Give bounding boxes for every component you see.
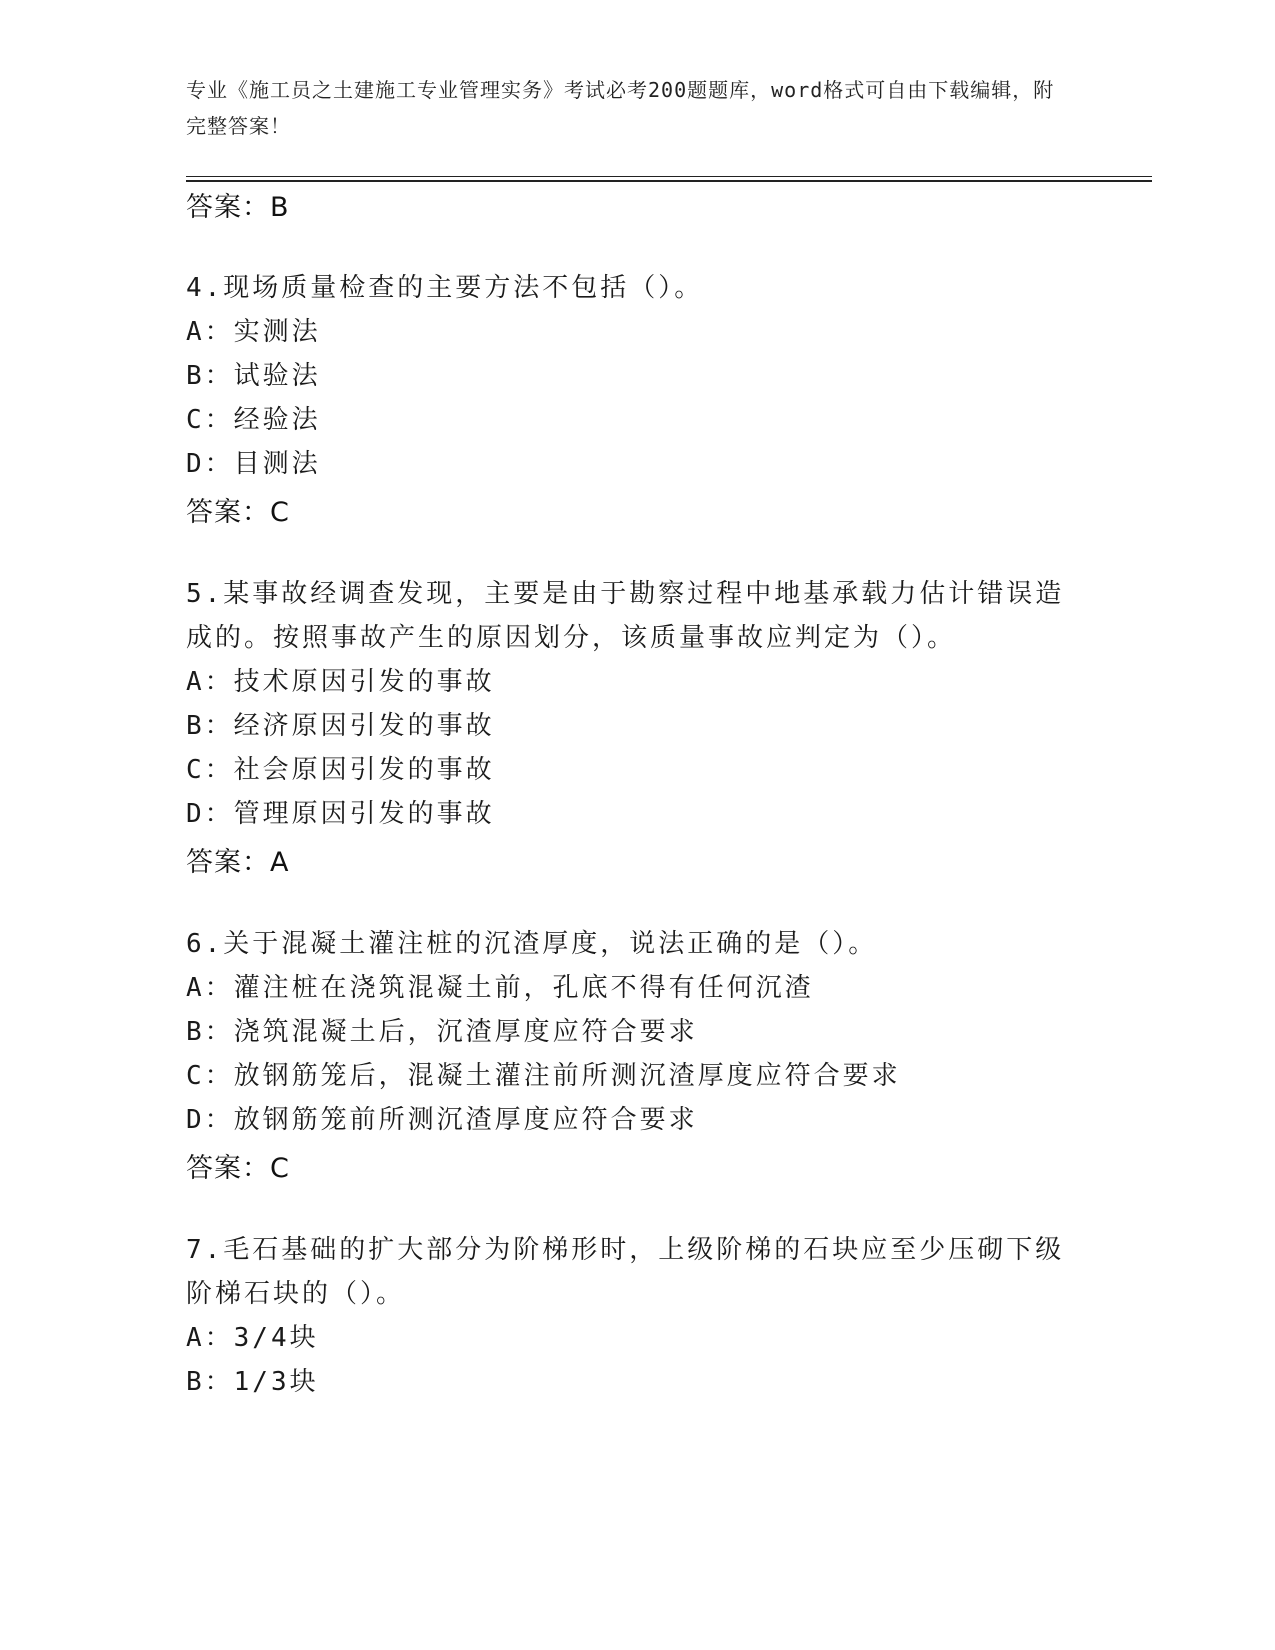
question-4-answer: 答案：C [186, 497, 290, 528]
header-divider-thick [186, 180, 1152, 182]
question-7-stem-line-2: 阶梯石块的（）。 [186, 1279, 406, 1309]
question-7-stem-line-1: 7.毛石基础的扩大部分为阶梯形时，上级阶梯的石块应至少压砌下级 [186, 1235, 1065, 1265]
question-5-stem-line-1: 5.某事故经调查发现，主要是由于勘察过程中地基承载力估计错误造 [186, 579, 1065, 609]
question-4-option-d: D：目测法 [186, 449, 321, 479]
question-6-option-b: B：浇筑混凝土后，沉渣厚度应符合要求 [186, 1017, 698, 1047]
question-5-answer: 答案：A [186, 847, 290, 878]
question-4-option-b: B：试验法 [186, 361, 321, 391]
header-divider-thin [186, 176, 1152, 177]
question-6-option-c: C：放钢筋笼后，混凝土灌注前所测沉渣厚度应符合要求 [186, 1061, 901, 1091]
question-4-stem: 4.现场质量检查的主要方法不包括（）。 [186, 273, 704, 303]
question-5-option-b: B：经济原因引发的事故 [186, 711, 495, 741]
question-7-option-b: B：1/3块 [186, 1367, 319, 1397]
document-header: 专业《施工员之土建施工专业管理实务》考试必考200题题库，word格式可自由下载编辑，附完整答案！ [186, 78, 1055, 138]
question-5-option-a: A：技术原因引发的事故 [186, 667, 495, 697]
answer-prev-question: 答案：B [186, 192, 290, 223]
question-4-option-c: C：经验法 [186, 405, 321, 435]
question-6-stem: 6.关于混凝土灌注桩的沉渣厚度，说法正确的是（）。 [186, 929, 878, 959]
question-5-option-c: C：社会原因引发的事故 [186, 755, 495, 785]
question-6-option-d: D：放钢筋笼前所测沉渣厚度应符合要求 [186, 1105, 698, 1135]
question-6-option-a: A：灌注桩在浇筑混凝土前，孔底不得有任何沉渣 [186, 973, 814, 1003]
question-6-answer: 答案：C [186, 1153, 290, 1184]
question-5-option-d: D：管理原因引发的事故 [186, 799, 495, 829]
question-7-option-a: A：3/4块 [186, 1323, 319, 1353]
question-5-stem-line-2: 成的。按照事故产生的原因划分，该质量事故应判定为（）。 [186, 623, 957, 653]
question-4-option-a: A：实测法 [186, 317, 321, 347]
